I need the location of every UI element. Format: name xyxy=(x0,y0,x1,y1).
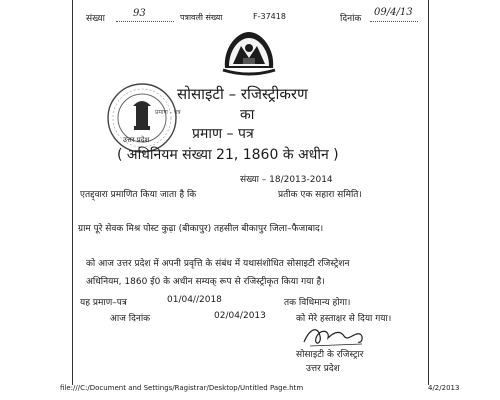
validity-suffix: तक विधिमान्य होगा। xyxy=(284,298,351,308)
title-line-4: ( अधिनियम संख्या 21, 1860 के अधीन ) xyxy=(117,147,339,163)
state-seal xyxy=(219,28,279,78)
registration-number: संख्या – 18/2013-2014 xyxy=(240,175,333,185)
society-name: प्रतीक एक सहारा समिति। xyxy=(278,190,362,200)
registrar-line-2: उत्तर प्रदेश xyxy=(306,364,340,374)
patravali-label: पत्रावली संख्या xyxy=(180,13,223,22)
seal-caption: प्रमाण - पत्र xyxy=(155,109,181,116)
sankhya-dotline xyxy=(116,21,174,22)
footer-file-path: file:///C:/Document and Settings/Ragistrar/Desktop/Untitled Page.htm xyxy=(60,384,304,392)
title-line-1: सोसाइटी – रजिस्ट्रीकरण xyxy=(177,85,308,103)
today-suffix: को मेरे हस्ताक्षर से दिया गया। xyxy=(296,314,392,324)
patravali-value: F-37418 xyxy=(253,12,286,21)
paragraph-line-2: अधिनियम, 1860 ई0 के अधीन सम्यक् रूप से रजिस्ट्रीकृत किया गया है। xyxy=(86,277,325,287)
society-address: ग्राम पूरे सेवक मिश्र पोस्ट कुढ़ा (बीकापुर) तहसील बीकापुर जिला–फैजाबाद। xyxy=(78,224,324,234)
signature-icon xyxy=(300,322,370,350)
sankhya-label: संख्या xyxy=(86,14,105,24)
validity-label: यह प्रमाण–पत्र xyxy=(80,298,127,308)
today-label: आज दिनांक xyxy=(110,314,151,324)
frame-left-line xyxy=(72,0,73,385)
dinank-dotline xyxy=(370,21,418,22)
paragraph-line-1: को आज उत्तर प्रदेश में अपनी प्रवृत्ति के संबंध में यथासंशोधित सोसाइटी रजिस्ट्रेशन xyxy=(86,259,350,269)
dinank-value: 09/4/13 xyxy=(374,7,413,18)
footer-date: 4/2/2013 xyxy=(428,384,460,392)
dinank-label: दिनांक xyxy=(340,14,362,24)
sankhya-value: 93 xyxy=(133,8,146,19)
frame-right-line xyxy=(428,0,429,385)
validity-date: 01/04//2018 xyxy=(167,295,222,305)
title-line-3: प्रमाण – पत्र xyxy=(192,126,254,142)
title-line-2: का xyxy=(240,107,255,123)
emblem-caption: उत्तर प्रदेश xyxy=(123,136,150,144)
today-date: 02/04/2013 xyxy=(214,311,266,321)
certify-prefix: एतद्द्वारा प्रमाणित किया जाता है कि xyxy=(80,190,197,200)
state-seal-icon xyxy=(219,28,279,78)
registrar-line-1: सोसाइटी के रजिस्ट्रार xyxy=(296,350,364,360)
